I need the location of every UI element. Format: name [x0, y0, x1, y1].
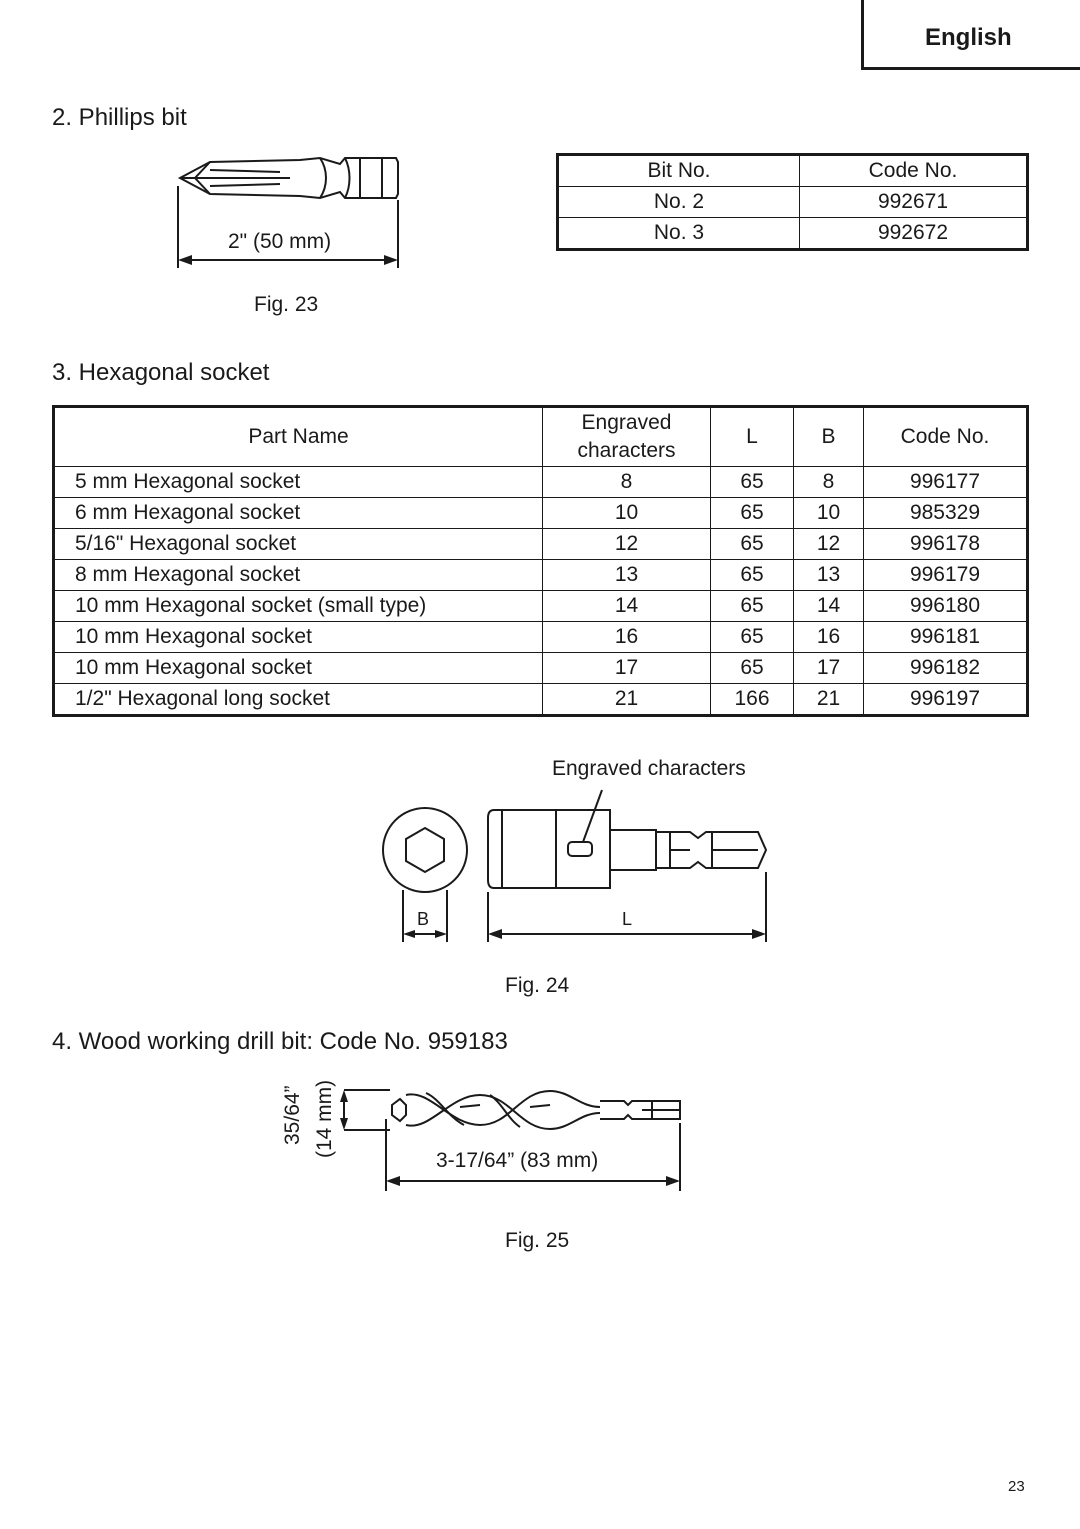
header-engraved-line1: Engraved: [581, 411, 672, 434]
table-row: [54, 467, 1028, 498]
table-cell: 14: [543, 591, 711, 622]
table-cell: 65: [711, 591, 794, 622]
table-cell: 10 mm Hexagonal socket (small type): [54, 591, 543, 622]
table-row: [558, 187, 1028, 218]
table-cell: 65: [711, 529, 794, 560]
table-cell: 8: [543, 467, 711, 498]
table-cell: 16: [543, 622, 711, 653]
figure-24-caption: Fig. 24: [505, 974, 570, 997]
drill-length-label: 3-17/64” (83 mm): [436, 1149, 599, 1172]
table-cell: 10: [543, 498, 711, 529]
table-header-code-no: Code No.: [864, 407, 1028, 467]
table-cell: 5/16" Hexagonal socket: [54, 529, 543, 560]
table-cell: 21: [794, 684, 864, 716]
table-cell: 1/2" Hexagonal long socket: [54, 684, 543, 716]
table-cell: 6 mm Hexagonal socket: [54, 498, 543, 529]
table-header-code-no: Code No.: [800, 155, 1028, 187]
table-row: [54, 684, 1028, 716]
table-header-l: L: [711, 407, 794, 467]
table-cell: 996182: [864, 653, 1028, 684]
table-cell: 8: [794, 467, 864, 498]
table-cell: 17: [794, 653, 864, 684]
table-cell: 985329: [864, 498, 1028, 529]
table-cell: 14: [794, 591, 864, 622]
dimension-l-label: L: [622, 909, 633, 929]
table-row: [54, 622, 1028, 653]
table-header-b: B: [794, 407, 864, 467]
hexagonal-socket-drawing: [370, 780, 790, 950]
table-header-engraved-characters: [543, 407, 711, 467]
section-title-hexagonal-socket: 3. Hexagonal socket: [52, 359, 270, 386]
table-cell: 10 mm Hexagonal socket: [54, 622, 543, 653]
table-cell: 65: [711, 467, 794, 498]
table-cell: 8 mm Hexagonal socket: [54, 560, 543, 591]
table-row: [54, 591, 1028, 622]
table-cell: 996181: [864, 622, 1028, 653]
table-cell: 16: [794, 622, 864, 653]
table-cell: 996197: [864, 684, 1028, 716]
table-cell: 996179: [864, 560, 1028, 591]
table-cell: 12: [543, 529, 711, 560]
phillips-bit-length-label: 2" (50 mm): [228, 230, 332, 253]
header-engraved-line2: characters: [577, 439, 676, 462]
drill-diameter-inch-label: 35/64”: [281, 1085, 304, 1145]
table-cell: 992671: [800, 187, 1028, 218]
dimension-b-label: B: [417, 909, 430, 929]
language-label: English: [925, 24, 1012, 51]
table-cell: 996178: [864, 529, 1028, 560]
wood-drill-bit-drawing: [330, 1085, 690, 1195]
table-cell: 996180: [864, 591, 1028, 622]
table-header-bit-no: Bit No.: [558, 155, 800, 187]
table-cell: 65: [711, 622, 794, 653]
table-cell: 65: [711, 498, 794, 529]
table-row: [558, 218, 1028, 250]
table-cell: 12: [794, 529, 864, 560]
figure-23-caption: Fig. 23: [254, 293, 319, 316]
table-cell: 65: [711, 653, 794, 684]
table-cell: 10: [794, 498, 864, 529]
table-cell: 10 mm Hexagonal socket: [54, 653, 543, 684]
table-row: [54, 498, 1028, 529]
table-row: [54, 653, 1028, 684]
section-title-phillips-bit: 2. Phillips bit: [52, 104, 187, 131]
table-cell: No. 3: [558, 218, 800, 250]
drill-diameter-mm-label: (14 mm): [313, 1079, 336, 1158]
table-row: [54, 560, 1028, 591]
phillips-bit-table: [556, 153, 1029, 251]
table-cell: 992672: [800, 218, 1028, 250]
figure-25-caption: Fig. 25: [505, 1229, 570, 1252]
page-number: 23: [1008, 1478, 1025, 1495]
table-cell: 21: [543, 684, 711, 716]
table-cell: 13: [794, 560, 864, 591]
table-cell: No. 2: [558, 187, 800, 218]
table-cell: 65: [711, 560, 794, 591]
table-row: [54, 529, 1028, 560]
table-cell: 13: [543, 560, 711, 591]
table-header-part-name: Part Name: [54, 407, 543, 467]
hexagonal-socket-table: [52, 405, 1029, 717]
table-cell: 5 mm Hexagonal socket: [54, 467, 543, 498]
engraved-characters-callout: Engraved characters: [552, 757, 746, 780]
table-cell: 996177: [864, 467, 1028, 498]
table-cell: 166: [711, 684, 794, 716]
table-cell: 17: [543, 653, 711, 684]
section-title-wood-drill-bit: 4. Wood working drill bit: Code No. 959183: [52, 1028, 508, 1055]
phillips-bit-drawing: [170, 150, 410, 275]
